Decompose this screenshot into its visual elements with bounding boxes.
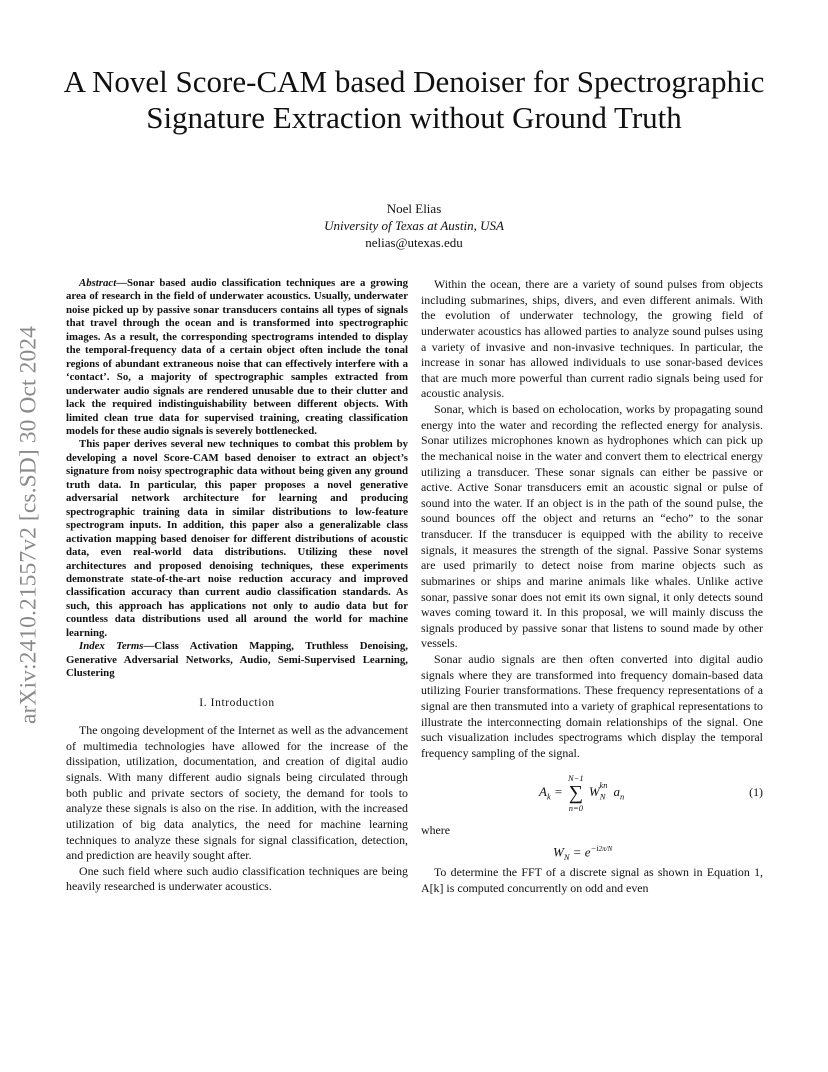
intro-paragraph-2: One such field where such audio classification techniques are being heavily researched is underwater acoustics. <box>66 863 408 894</box>
summation-symbol: N−1 ∑ n=0 <box>568 773 584 814</box>
index-terms <box>66 640 408 680</box>
section-heading-introduction: I. Introduction <box>199 696 275 709</box>
author-name: Noel Elias <box>386 201 442 216</box>
equation-1 <box>421 771 763 819</box>
body-paragraph-1: Within the ocean, there are a variety of sound pulses from objects including submarines, ships, divers, and even different animals. With the evolution of underwater technology, the growing field of underwater acoustics has allowed parties to analyze sound pulses using a variety of invasive and non-invasive techniques. In particular, the increase in sonar has allowed individuals to use sonar-based devices that are much more powerful than current radio signals being used for acoustic analysis. <box>421 277 763 401</box>
equation-2-formula: $W_N = e^{-i2\pi/N}$ <box>553 843 613 862</box>
where-label: where <box>421 823 451 838</box>
abstract-paragraph <box>66 277 408 438</box>
abstract-text: —Sonar based audio classification techniques are a growing area of research in the field of underwater acoustics. Usually, underwater noise picked up by passive sonar transducers contains all types of signals that travel through the ocean and is transformed into spectrographic images. As a result, the corresponding spectrograms intended to display the temporal-frequency data of a certain object often include the tonal regions of abundant extraneous noise that can effectively interfere with a ‘contact’. So, a majority of spectrographic samples extracted from underwater audio signals are rendered unusable due to their clutter and lack the required indistinguishability between different objects. With limited clean true data for supervised training, creating classification models for these audio signals is severely bottlenecked. <box>66 277 408 437</box>
arxiv-sidebar <box>4 290 54 760</box>
body-paragraph-3: Sonar audio signals are then often converted into digital audio signals where they are transformed into frequency domain-based data utilizing Fourier transformations. These frequency representations of a signal are then transmuted into a variety of graphical representations to illustrate the interconnecting domain relationships of the signal. One such visualization includes spectrograms which display the temporal frequency sampling of the signal. <box>421 652 763 760</box>
abstract-paragraph-2: This paper derives several new techniques to combat this problem by developing a novel Score-CAM based denoiser to extract an object’s signature from noisy spectrographic data without being given any ground truth data. In particular, this paper proposes a novel generative adversarial network architecture for learning and producing spectrographic training data in similar distributions to low-feature spectrogram inputs. In addition, this paper also a generalizable class activation mapping based denoiser for different distributions of acoustic data, even real-world data distributions. Utilizing these novel architectures and proposed denoising techniques, these experiments demonstrate state-of-the-art noise reduction accuracy and improved classification accuracy than current audio classification standards. As such, this approach has applications not only to audio data but for countless data distributions used all around the world for machine learning. <box>66 438 408 639</box>
author-email[interactable]: nelias@utexas.edu <box>365 235 463 250</box>
equation-1-number: (1) <box>749 785 763 800</box>
index-terms-text: —Class Activation Mapping, Truthless Denoising, Generative Adversarial Networks, Audio, Semi-Supervised Learning, Clustering <box>66 640 408 680</box>
intro-paragraph-1: The ongoing development of the Internet as well as the advancement of multimedia technologies have allowed for the increase of the dissipation, utilization, documentation, and creation of digital audio signals. With many different audio signals being circulated through both public and private sectors of society, the demand for tools to analyze these signals is also on the rise. In addition, with the increased utilization of big data analytics, the need for machine learning techniques to analyze these signals for signal classification, detection, and prediction are heavily sought after. <box>66 723 408 863</box>
equation-2 <box>421 839 763 865</box>
right-column <box>421 277 763 896</box>
body-paragraph-2: Sonar, which is based on echolocation, works by propagating sound energy into the water and recording the reflected energy for analysis. Sonar utilizes microphones known as hydrophones which can pick up the mechanical noise in the water and convert them to electrical energy utilizing a transducer. These sonar signals can either be passive or active. Active Sonar transducers emit an acoustic signal or pulse of sound into the water. If an object is in the path of the sound pulse, the sound bounces off the object and returns an “echo” to the sonar transducer. If the transducer is equipped with the ability to receive signals, it measures the strength of the signal. Passive Sonar systems are used primarily to detect noise from marine objects such as submarines or ships and marine animals like whales. Unlike active sonar, passive sonar does not emit its own signal, it only detects sound waves coming toward it. In this proposal, we will mainly discuss the signals produced by passive sonar that listens to sound made by other vessels. <box>421 402 763 651</box>
abstract-label: Abstract <box>79 277 117 289</box>
left-column <box>66 277 408 895</box>
equation-1-formula: $A_k$ = N−1 ∑ n=0 $W_N^{kn}$ $a_n$ <box>539 773 625 814</box>
arxiv-identifier[interactable]: arXiv:2410.21557v2 [cs.SD] 30 Oct 2024 <box>15 325 42 725</box>
index-terms-label: Index Terms <box>79 640 144 653</box>
author-block <box>0 200 828 251</box>
author-affiliation: University of Texas at Austin, USA <box>324 218 504 233</box>
body-paragraph-4: To determine the FFT of a discrete signal as shown in Equation 1, A[k] is computed concurrently on odd and even <box>421 865 763 895</box>
paper-title: A Novel Score-CAM based Denoiser for Spectrographic Signature Extraction without Ground Truth <box>63 64 765 135</box>
